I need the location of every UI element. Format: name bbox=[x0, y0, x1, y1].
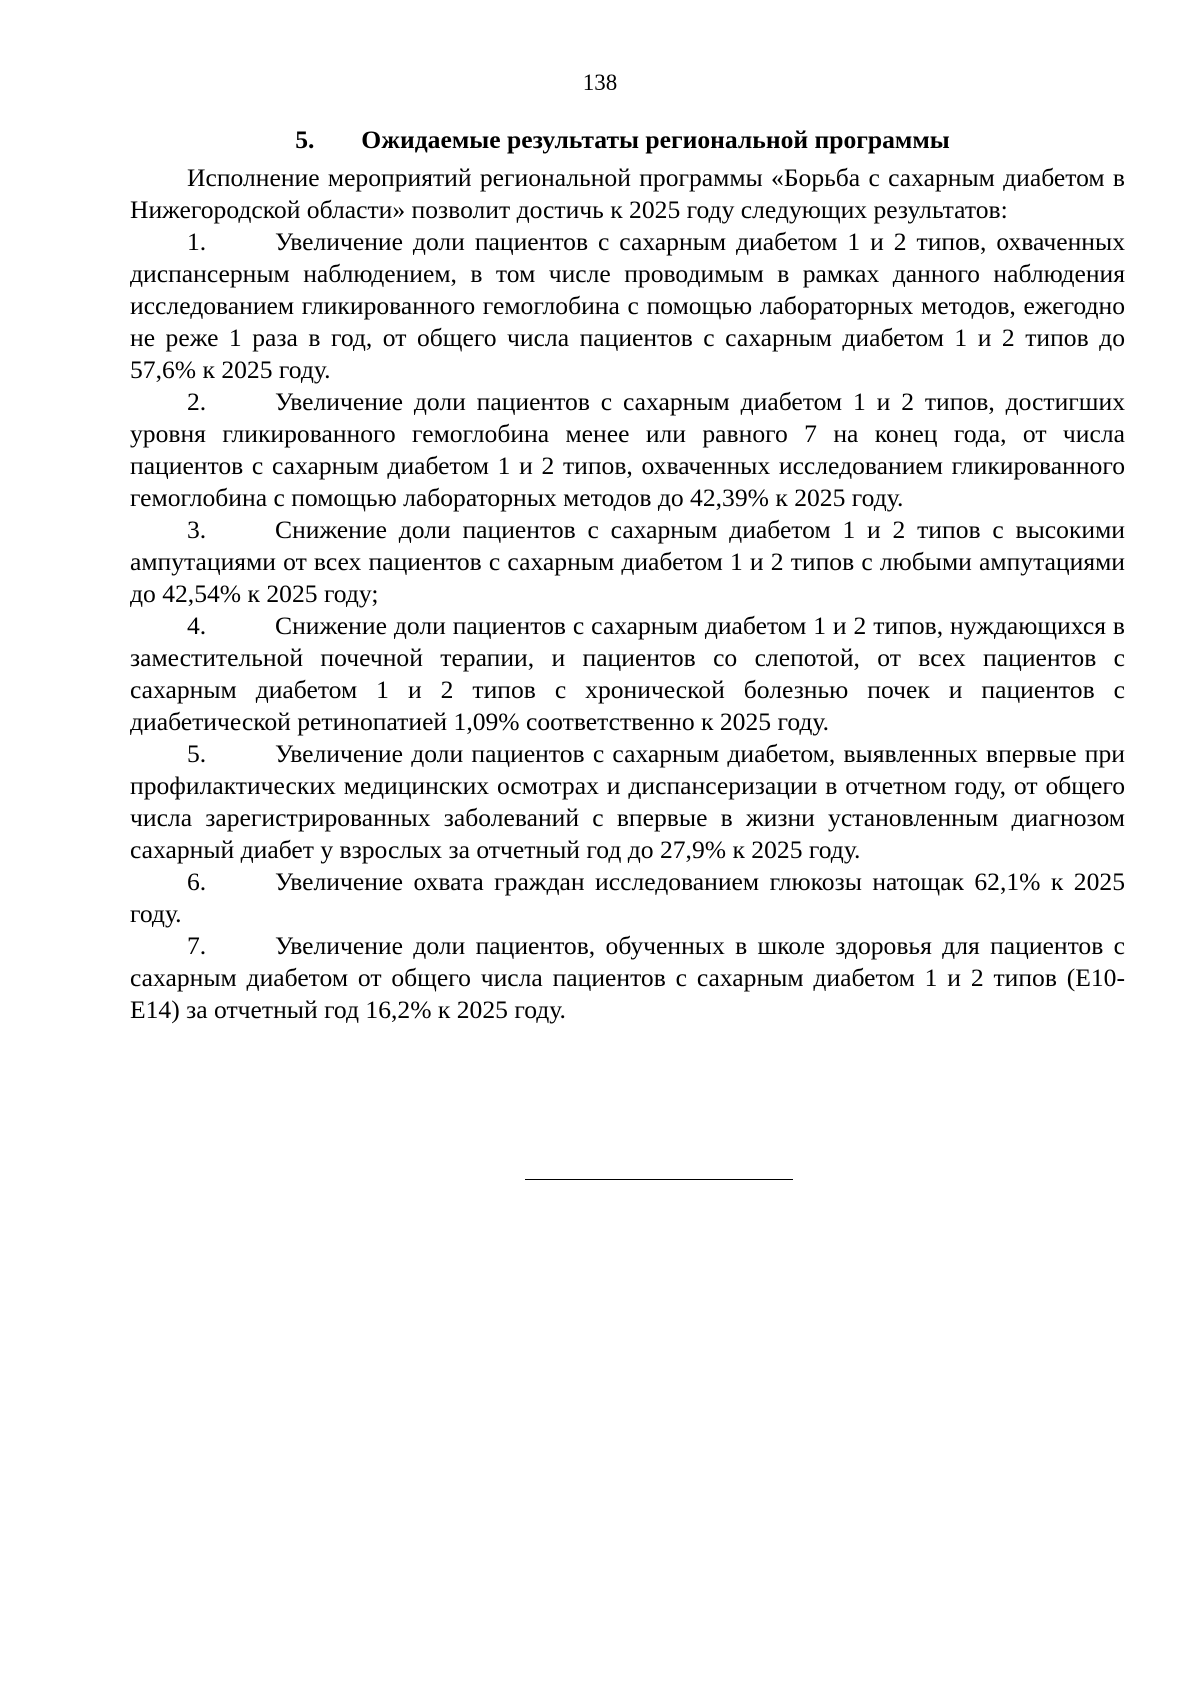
intro-paragraph: Исполнение мероприятий региональной программы «Борьба с сахарным диабетом в Нижегородской области» позволит достичь к 2025 году следующих результатов: bbox=[130, 163, 1125, 224]
result-item bbox=[130, 226, 1125, 386]
closing-rule bbox=[525, 1179, 793, 1180]
result-item bbox=[130, 386, 1125, 514]
result-item-number: 3. bbox=[187, 515, 207, 544]
result-item-number: 5. bbox=[187, 739, 207, 768]
result-item bbox=[130, 738, 1125, 866]
section-title: Ожидаемые результаты региональной программы bbox=[361, 125, 950, 154]
result-item-text: Увеличение доли пациентов с сахарным диабетом 1 и 2 типов, охваченных диспансерным наблюдением, в том числе проводимым в рамках данного наблюдения исследованием гликированного гемоглобина с помощью лабораторных методов, ежегодно не реже 1 раза в год, от общего числа пациентов с сахарным диабетом 1 и 2 типов до 57,6% к 2025 году. bbox=[130, 227, 1125, 384]
result-item-number: 4. bbox=[187, 611, 207, 640]
section-heading bbox=[130, 124, 1125, 156]
result-item bbox=[130, 610, 1125, 738]
page-number: 138 bbox=[582, 70, 618, 95]
section-number: 5. bbox=[295, 125, 315, 154]
result-item-number: 2. bbox=[187, 387, 207, 416]
result-item-text: Увеличение доли пациентов с сахарным диабетом, выявленных впервые при профилактических медицинских осмотрах и диспансеризации в отчетном году, от общего числа зарегистрированных заболеваний с впервые в жизни установленным диагнозом сахарный диабет у взрослых за отчетный год до 27,9% к 2025 году. bbox=[130, 739, 1125, 864]
result-item-text: Увеличение доли пациентов, обученных в школе здоровья для пациентов с сахарным диабетом от общего числа пациентов с сахарным диабетом 1 и 2 типов (Е10-Е14) за отчетный год 16,2% к 2025 году. bbox=[130, 931, 1125, 1024]
result-item-number: 7. bbox=[187, 931, 207, 960]
result-item-text: Снижение доли пациентов с сахарным диабетом 1 и 2 типов с высокими ампутациями от всех пациентов с сахарным диабетом 1 и 2 типов с любыми ампутациями до 42,54% к 2025 году; bbox=[130, 515, 1125, 608]
result-item-number: 1. bbox=[187, 227, 207, 256]
result-item-text: Снижение доли пациентов с сахарным диабетом 1 и 2 типов, нуждающихся в заместительной почечной терапии, и пациентов со слепотой, от всех пациентов с сахарным диабетом 1 и 2 типов с хронической болезнью почек и пациентов с диабетической ретинопатией 1,09% соответственно к 2025 году. bbox=[130, 611, 1125, 736]
result-item bbox=[130, 866, 1125, 930]
result-item bbox=[130, 514, 1125, 610]
result-item-number: 6. bbox=[187, 867, 207, 896]
result-item bbox=[130, 930, 1125, 1026]
page-content bbox=[130, 124, 1125, 1026]
result-item-text: Увеличение доли пациентов с сахарным диабетом 1 и 2 типов, достигших уровня гликированного гемоглобина менее или равного 7 на конец года, от числа пациентов с сахарным диабетом 1 и 2 типов, охваченных исследованием гликированного гемоглобина с помощью лабораторных методов до 42,39% к 2025 году. bbox=[130, 387, 1125, 512]
result-item-text: Увеличение охвата граждан исследованием глюкозы натощак 62,1% к 2025 году. bbox=[130, 867, 1125, 928]
